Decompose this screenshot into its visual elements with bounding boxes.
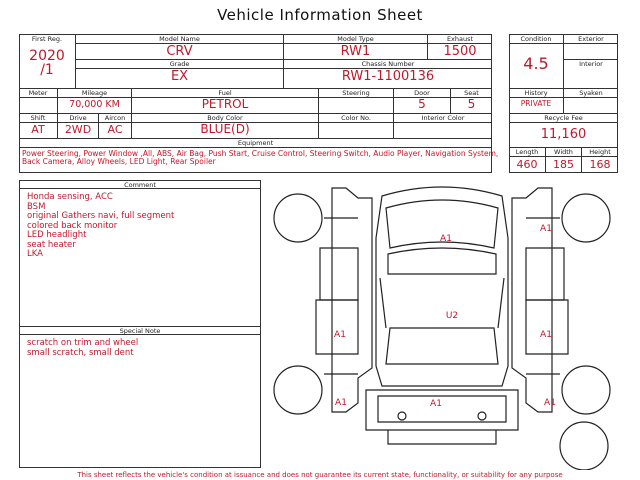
model-type-label: Model Type bbox=[337, 35, 374, 43]
mark-rear-left: A1 bbox=[335, 398, 347, 408]
color-no-label: Color No. bbox=[341, 114, 371, 122]
mileage-value: 70,000 KM bbox=[69, 99, 120, 110]
first-reg-value: 2020 /1 bbox=[29, 48, 65, 78]
door-label: Door bbox=[414, 89, 430, 97]
body-color-value: BLUE(D) bbox=[200, 122, 250, 136]
height-label: Height bbox=[589, 148, 611, 156]
meter-label: Meter bbox=[28, 89, 48, 97]
mark-hood: A1 bbox=[440, 234, 452, 244]
equipment-value: Power Steering, Power Window ,All, ABS, Air Bag, Push Start, Cruise Control, Steering Switch, Audio Player, Navigation System, Back Camera, Alloy Wheels, LED Light, Rear Spoiler bbox=[22, 149, 499, 167]
fuel-label: Fuel bbox=[218, 89, 232, 97]
model-name-label: Model Name bbox=[159, 35, 200, 43]
length-label: Length bbox=[515, 148, 539, 156]
mark-right-side: A1 bbox=[540, 330, 552, 340]
mark-roof: U2 bbox=[445, 311, 459, 321]
history-value: PRIVATE bbox=[520, 99, 552, 108]
steering-label: Steering bbox=[342, 89, 370, 97]
interior-color-label: Interior Color bbox=[421, 114, 465, 122]
width-value: 185 bbox=[553, 158, 574, 171]
door-value: 5 bbox=[418, 97, 426, 111]
aircon-label: Aircon bbox=[104, 114, 126, 122]
comment-label: Comment bbox=[124, 181, 156, 189]
mark-front-right: A1 bbox=[540, 224, 552, 234]
page-title: Vehicle Information Sheet bbox=[217, 6, 423, 24]
model-name-value: CRV bbox=[166, 44, 193, 59]
car-damage-diagram bbox=[262, 178, 632, 470]
shift-label: Shift bbox=[30, 114, 46, 122]
drive-value: 2WD bbox=[64, 123, 92, 136]
condition-value: 4.5 bbox=[523, 54, 549, 73]
history-label: History bbox=[524, 89, 548, 97]
equipment-label: Equipment bbox=[237, 139, 274, 147]
syaken-label: Syaken bbox=[579, 89, 603, 97]
recycle-fee-label: Recycle Fee bbox=[544, 114, 583, 122]
seat-label: Seat bbox=[464, 89, 479, 97]
length-value: 460 bbox=[516, 158, 538, 171]
aircon-value: AC bbox=[107, 123, 123, 136]
special-note-label: Special Note bbox=[119, 327, 161, 335]
interior-label: Interior bbox=[579, 60, 603, 68]
recycle-fee-value: 11,160 bbox=[540, 127, 587, 142]
chassis-value: RW1-1100136 bbox=[341, 69, 435, 84]
condition-label: Condition bbox=[520, 35, 552, 43]
seat-value: 5 bbox=[467, 97, 476, 111]
special-note-text: scratch on trim and wheel small scratch, small dent bbox=[27, 338, 139, 358]
mark-rear-right: A1 bbox=[544, 398, 556, 408]
drive-label: Drive bbox=[69, 114, 87, 122]
mark-rear-center: A1 bbox=[430, 399, 442, 409]
mark-left-side: A1 bbox=[334, 330, 346, 340]
comment-text: Honda sensing, ACC BSM original Gathers navi, full segment colored back monitor LED headlight seat heater LKA bbox=[27, 192, 175, 259]
body-color-label: Body Color bbox=[207, 114, 243, 122]
grade-value: EX bbox=[170, 69, 189, 84]
height-value: 168 bbox=[589, 158, 611, 171]
mileage-label: Mileage bbox=[81, 89, 108, 97]
chassis-label: Chassis Number bbox=[361, 60, 415, 68]
first-reg-label: First Reg. bbox=[31, 35, 63, 43]
exterior-label: Exterior bbox=[578, 35, 604, 43]
width-label: Width bbox=[554, 148, 573, 156]
fuel-value: PETROL bbox=[201, 97, 249, 111]
shift-value: AT bbox=[31, 123, 45, 136]
exhaust-value: 1500 bbox=[443, 44, 477, 59]
grade-label: Grade bbox=[169, 60, 190, 68]
exhaust-label: Exhaust bbox=[446, 35, 474, 43]
model-type-value: RW1 bbox=[340, 44, 371, 59]
disclaimer-footer: This sheet reflects the vehicle's condition at issuance and does not guarantee its current state, functionality, or suitability for any purpose bbox=[77, 471, 563, 479]
